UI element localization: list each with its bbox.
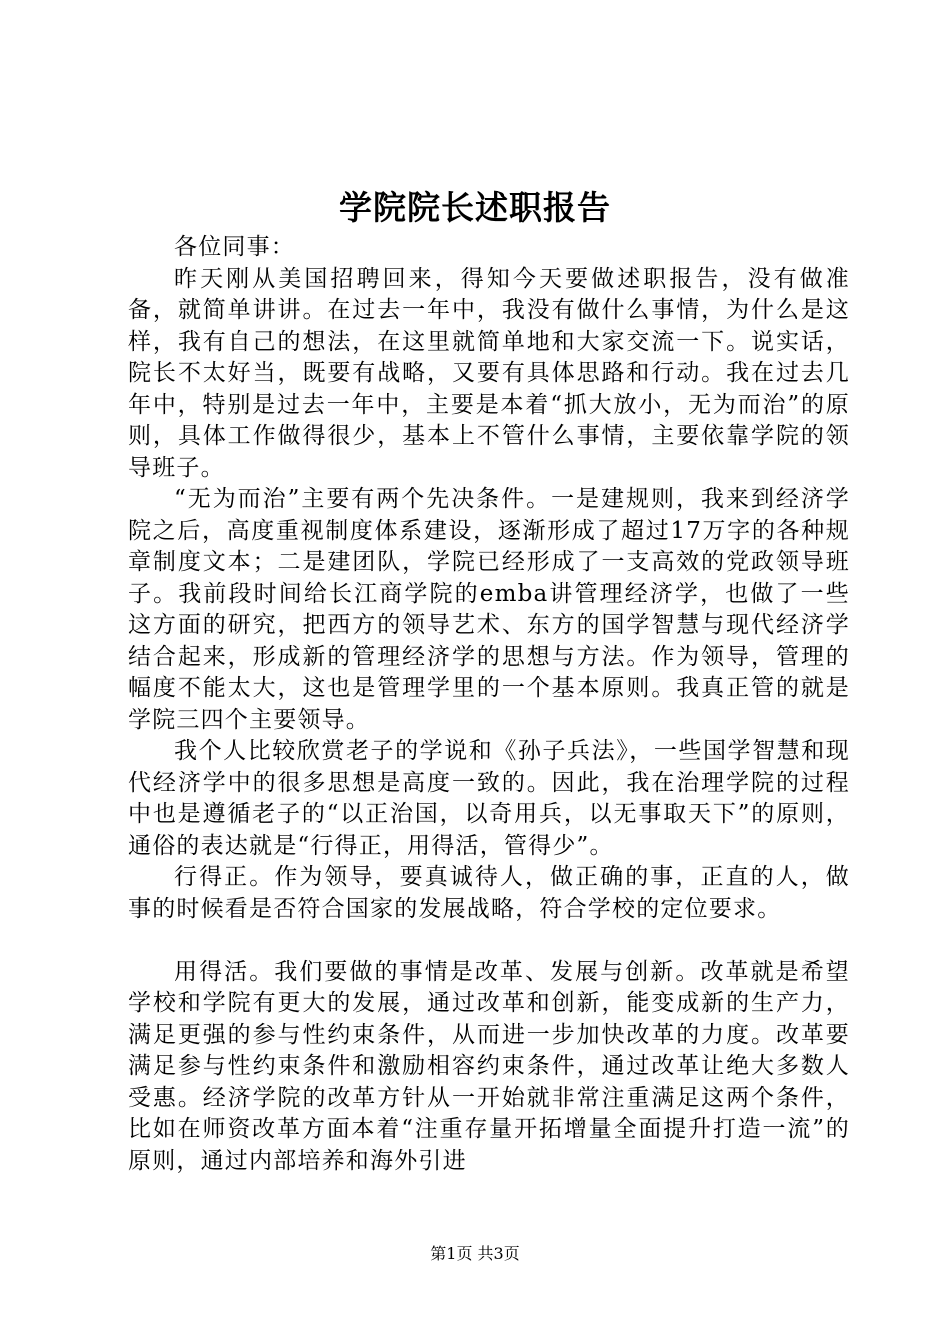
body-paragraph: 我个人比较欣赏老子的学说和《孙子兵法》，一些国学智慧和现代经济学中的很多思想是高度一致的。因此，我在治理学院的过程中也是遵循老子的“以正治国，以奇用兵，以无事取天下”的原则，通俗的表达就是“行得正，用得活，管得少”。 <box>128 738 850 859</box>
body-paragraph: 昨天刚从美国招聘回来，得知今天要做述职报告，没有做准备，就简单讲讲。在过去一年中，我没有做什么事情，为什么是这样，我有自己的想法，在这里就简单地和大家交流一下。说实话，院长不太好当，既要有战略，又要有具体思路和行动。我在过去几年中，特别是过去一年中，主要是本着“抓大放小，无为而治”的原则，具体工作做得很少，基本上不管什么事情，主要依靠学院的领导班子。 <box>128 265 850 481</box>
page-number-footer: 第1页 共3页 <box>430 1244 520 1263</box>
document-body <box>128 232 850 1177</box>
body-paragraph: 行得正。作为领导，要真诚待人，做正确的事，正直的人，做事的时候看是否符合国家的发展战略，符合学校的定位要求。 <box>128 864 850 922</box>
salutation-paragraph: 各位同事： <box>174 234 295 260</box>
document-title: 学院院长述职报告 <box>339 188 611 227</box>
body-paragraph: “无为而治”主要有两个先决条件。一是建规则，我来到经济学院之后，高度重视制度体系建设，逐渐形成了超过17万字的各种规章制度文本；二是建团队，学院已经形成了一支高效的党政领导班子。我前段时间给长江商学院的emba讲管理经济学，也做了一些这方面的研究，把西方的领导艺术、东方的国学智慧与现代经济学结合起来，形成新的管理经济学的思想与方法。作为领导，管理的幅度不能太大，这也是管理学里的一个基本原则。我真正管的就是学院三四个主要领导。 <box>128 486 850 733</box>
body-paragraph: 用得活。我们要做的事情是改革、发展与创新。改革就是希望学校和学院有更大的发展，通过改革和创新，能变成新的生产力，满足更强的参与性约束条件，从而进一步加快改革的力度。改革要满足参与性约束条件和激励相容约束条件，通过改革让绝大多数人受惠。经济学院的改革方针从一开始就非常注重满足这两个条件，比如在师资改革方面本着“注重存量开拓增量全面提升打造一流”的原则，通过内部培养和海外引进 <box>128 958 850 1174</box>
